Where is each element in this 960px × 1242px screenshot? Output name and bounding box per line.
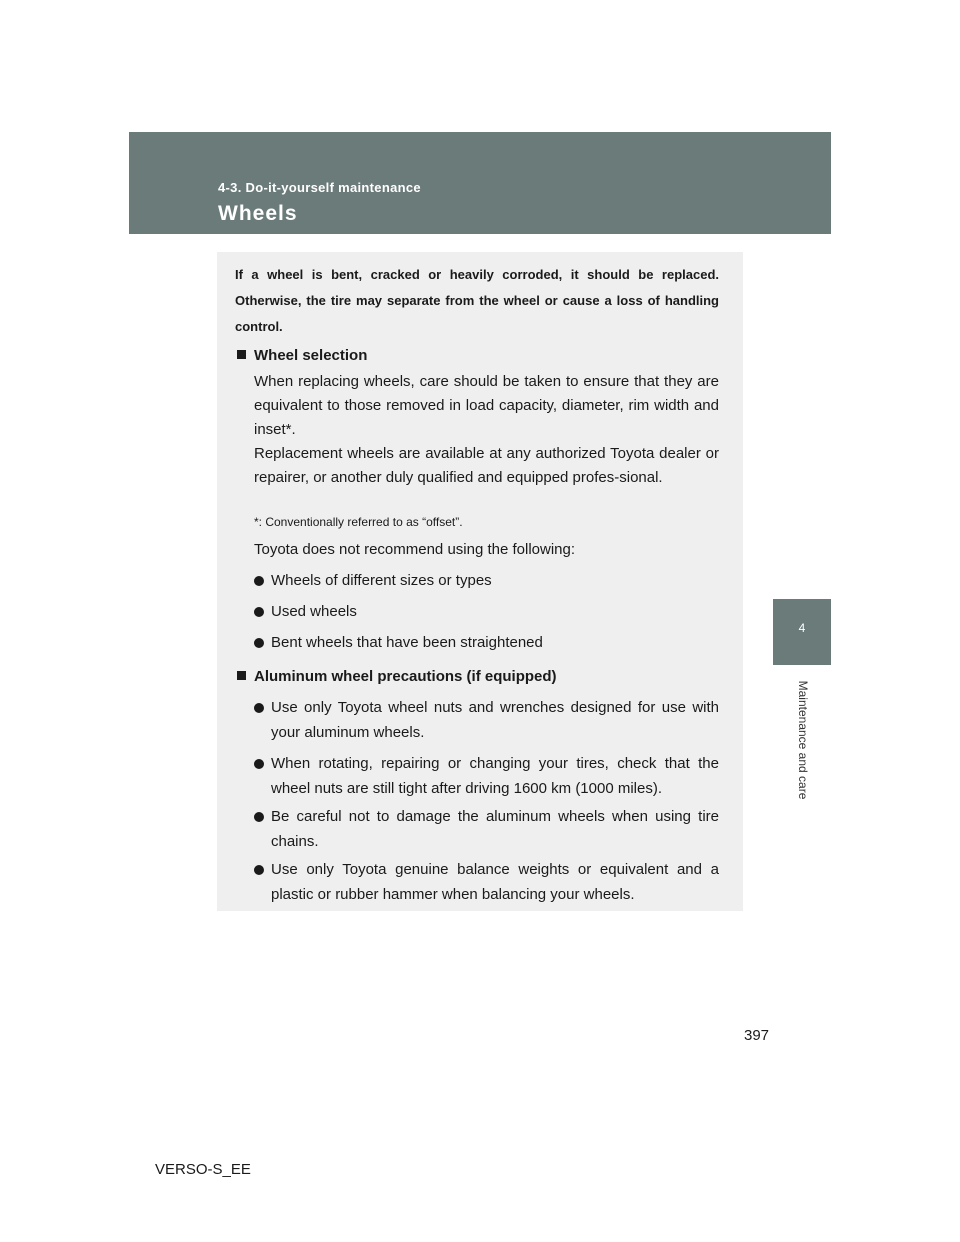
page-number: 397 [744, 1027, 770, 1044]
bullet-icon [254, 703, 264, 713]
list-item: When rotating, repairing or changing your tires, check that the wheel nuts are still tight after driving 1600 km (1000 miles). [254, 751, 719, 801]
intro-text: If a wheel is bent, cracked or heavily corroded, it should be replaced. Otherwise, the tire may separate from the wheel or cause a loss of handling control. [235, 267, 719, 334]
list-item: Wheels of different sizes or types [254, 568, 719, 593]
list-item: Use only Toyota genuine balance weights or equivalent and a plastic or rubber hammer when balancing your wheels. [254, 857, 719, 907]
bullet-icon [254, 865, 264, 875]
bullet-icon [254, 759, 264, 769]
square-bullet-icon [237, 671, 246, 680]
chapter-tab [773, 599, 831, 665]
section-label: 4-3. Do-it-yourself maintenance [218, 180, 421, 195]
bullet-icon [254, 812, 264, 822]
content-box [217, 252, 743, 911]
list-item: Use only Toyota wheel nuts and wrenches designed for use with your aluminum wheels. [254, 695, 719, 745]
wheel-selection-heading [237, 347, 367, 364]
aluminum-heading [237, 668, 557, 685]
square-bullet-icon [237, 350, 246, 359]
list-item: Be careful not to damage the aluminum wheels when using tire chains. [254, 804, 719, 854]
wheel-selection-para-1: When replacing wheels, care should be taken to ensure that they are equivalent to those removed in load capacity, diameter, rim width and inset*. [254, 373, 719, 438]
not-recommended-lead: Toyota does not recommend using the following: [254, 541, 576, 558]
offset-note: *: Conventionally referred to as “offset”. [254, 515, 463, 529]
list-item: Used wheels [254, 599, 719, 624]
aluminum-heading-text: Aluminum wheel precautions (if equipped) [254, 668, 557, 685]
header-band [129, 132, 831, 234]
wheel-selection-para-2: Replacement wheels are available at any authorized Toyota dealer or repairer, or another duly qualified and equipped profes-sional. [254, 445, 719, 486]
bullet-icon [254, 607, 264, 617]
bullet-icon [254, 638, 264, 648]
page-title: Wheels [218, 202, 298, 225]
wheel-selection-heading-text: Wheel selection [254, 347, 368, 364]
bullet-icon [254, 576, 264, 586]
chapter-number: 4 [798, 621, 806, 635]
chapter-label: Maintenance and care [796, 680, 810, 800]
list-item: Bent wheels that have been straightened [254, 630, 719, 655]
footer-code: VERSO-S_EE [155, 1161, 251, 1178]
